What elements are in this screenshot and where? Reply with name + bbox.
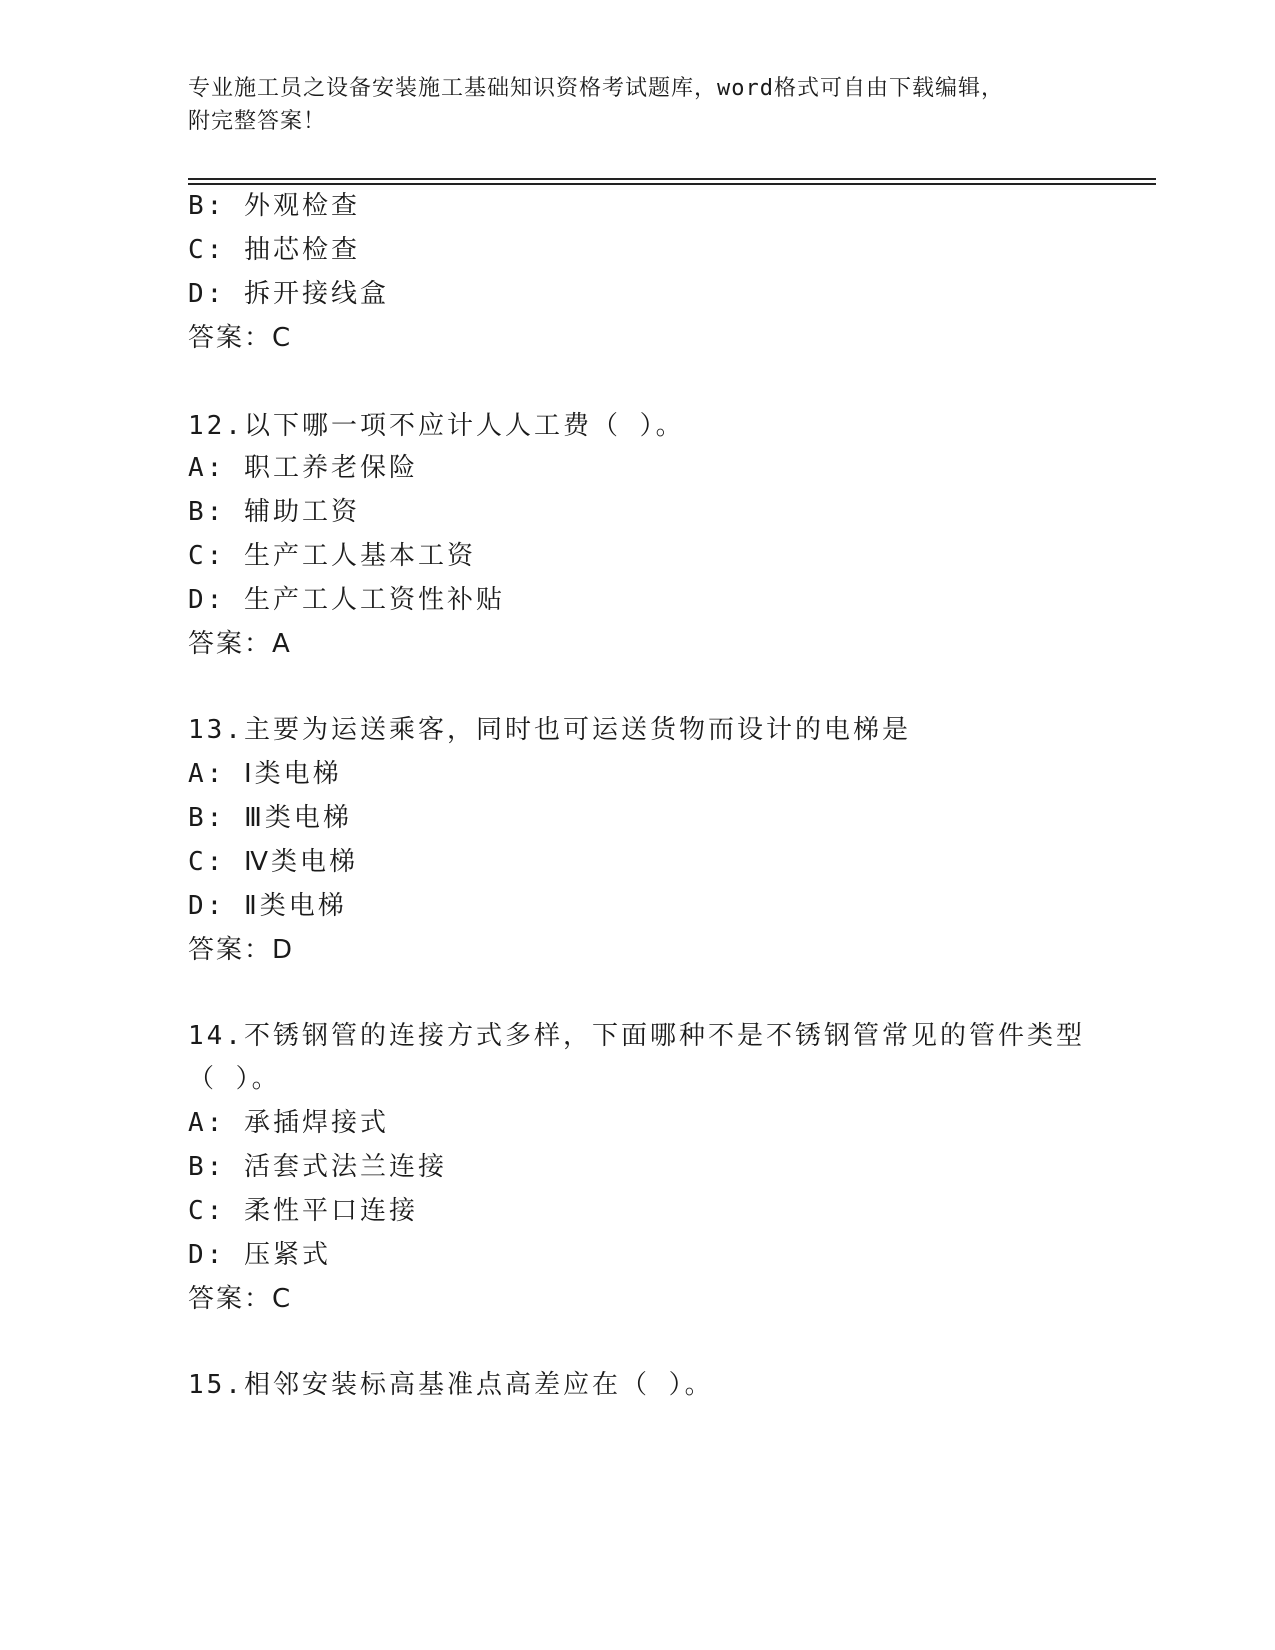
header-divider-top bbox=[188, 178, 1156, 180]
q12-question: 12.以下哪一项不应计人人工费（ ）。 bbox=[188, 411, 685, 441]
q13-option-b: B: Ⅲ类电梯 bbox=[188, 803, 352, 833]
q14-answer: 答案：C bbox=[188, 1284, 293, 1314]
q11-option-c: C: 抽芯检查 bbox=[188, 235, 360, 265]
header-divider-bottom bbox=[188, 183, 1156, 185]
q12-option-b: B: 辅助工资 bbox=[188, 497, 360, 527]
document-header bbox=[188, 72, 1068, 138]
q14-option-d: D: 压紧式 bbox=[188, 1240, 331, 1270]
q13-question: 13.主要为运送乘客，同时也可运送货物而设计的电梯是 bbox=[188, 715, 911, 745]
q11-answer: 答案：C bbox=[188, 323, 293, 353]
q14-question-line-1: 14.不锈钢管的连接方式多样，下面哪种不是不锈钢管常见的管件类型 bbox=[188, 1021, 1085, 1051]
q12-option-d: D: 生产工人工资性补贴 bbox=[188, 585, 505, 615]
q14-option-b: B: 活套式法兰连接 bbox=[188, 1152, 447, 1182]
q12-answer: 答案：A bbox=[188, 629, 292, 659]
q13-option-d: D: Ⅱ类电梯 bbox=[188, 891, 347, 921]
header-line-1: 专业施工员之设备安装施工基础知识资格考试题库，word格式可自由下载编辑， bbox=[188, 76, 1004, 101]
header-line-2: 附完整答案！ bbox=[188, 109, 327, 134]
q11-option-d: D: 拆开接线盒 bbox=[188, 279, 389, 309]
q13-option-c: C: Ⅳ类电梯 bbox=[188, 847, 358, 877]
q11-option-b: B: 外观检查 bbox=[188, 191, 360, 221]
q14-question-line-2: （ ）。 bbox=[188, 1064, 281, 1094]
q14-option-c: C: 柔性平口连接 bbox=[188, 1196, 418, 1226]
q13-option-a: A: Ⅰ类电梯 bbox=[188, 759, 342, 789]
q12-option-c: C: 生产工人基本工资 bbox=[188, 541, 476, 571]
q14-option-a: A: 承插焊接式 bbox=[188, 1108, 389, 1138]
q15-question: 15.相邻安装标高基准点高差应在（ ）。 bbox=[188, 1370, 714, 1400]
q12-option-a: A: 职工养老保险 bbox=[188, 453, 418, 483]
q13-answer: 答案：D bbox=[188, 935, 295, 965]
